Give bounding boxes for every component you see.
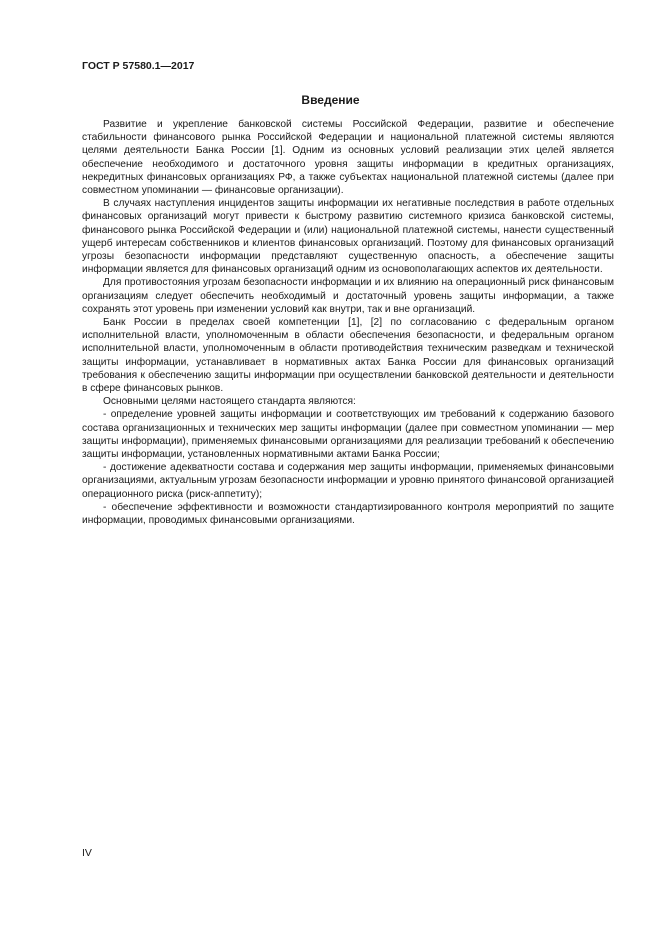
section-title: Введение: [301, 93, 360, 107]
list-item: - определение уровней защиты информации и соответствующих им требований к содержанию базового состава организационных и технических мер защиты информации (далее при совместном упоминании — мер защиты информации), применяемых финансовыми организациями для реализации требований к обеспечению защиты информации, установленных нормативными актами Банка России;: [82, 409, 614, 461]
page-number: IV: [82, 847, 92, 859]
list-item: - достижение адекватности состава и содержания мер защиты информации, применяемых финансовыми организациями, актуальным угрозам безопасности информации и уровню принятого финансовой организацией операционного риска (риск-аппетиту);: [82, 462, 614, 500]
paragraph: Банк России в пределах своей компетенции [1], [2] по согласованию с федеральным органом исполнительной власти, уполномоченным в области обеспечения безопасности, и федеральным органом исполнительной власти, уполномоченным в области противодействия техническим разведкам и технической защиты информации, устанавливает в нормативных актах Банка России для финансовых организаций требования к обеспечению защиты информации при осуществлении банковской деятельности и деятельности в сфере финансовых рынков.: [82, 317, 614, 395]
introduction-body: [82, 118, 614, 527]
paragraph: Для противостояния угрозам безопасности информации и их влиянию на операционный риск финансовым организациям следует обеспечить необходимый и достаточный уровень защиты информации, а также сохранять этот уровень при изменении условий как внутри, так и вне организаций.: [82, 277, 614, 315]
list-item: - обеспечение эффективности и возможности стандартизированного контроля мероприятий по защите информации, проводимых финансовыми организациями.: [82, 501, 614, 527]
standard-code: ГОСТ Р 57580.1—2017: [82, 60, 195, 72]
paragraph: Развитие и укрепление банковской системы Российской Федерации, развитие и обеспечение стабильности финансового рынка Российской Федерации и национальной платежной системы являются целями деятельности Банка России [1]. Одним из основных условий реализации этих целей является обеспечение необходимого и достаточного уровня защиты информации в кредитных организациях, некредитных финансовых организациях РФ, а также субъектах национальной платежной системы (далее при совместном упоминании — финансовые организации).: [82, 119, 614, 197]
paragraph: В случаях наступления инцидентов защиты информации их негативные последствия в работе отдельных финансовых организаций могут привести к быстрому развитию системного кризиса банковской системы, финансового рынка Российской Федерации и (или) национальной платежной системы, нанести существенный ущерб интересам собственников и клиентов финансовых организаций. Поэтому для финансовых организаций угрозы безопасности информации представляют существенную опасность, а обеспечение защиты информации является для финансовых организаций одним из основополагающих аспектов их деятельности.: [82, 198, 614, 276]
paragraph: Основными целями настоящего стандарта являются:: [103, 396, 356, 408]
